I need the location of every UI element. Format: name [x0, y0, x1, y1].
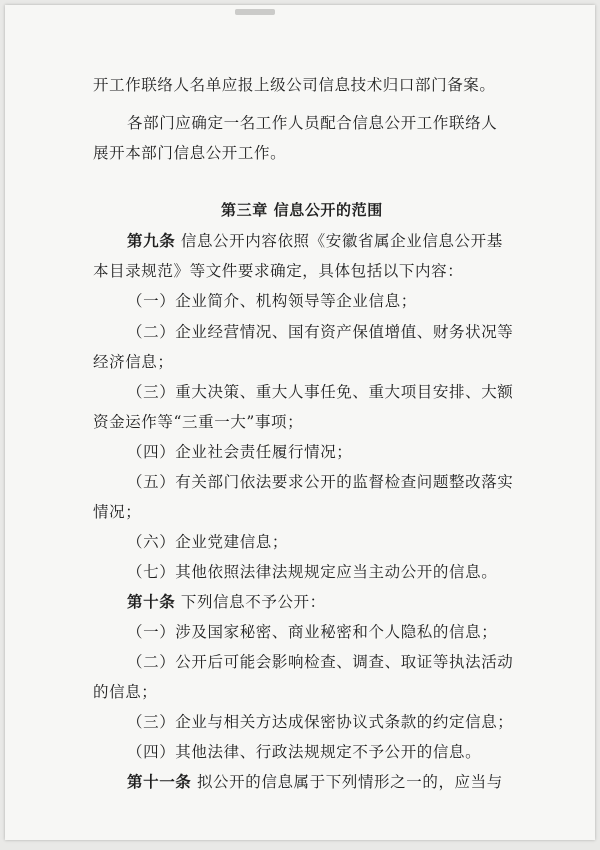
list-item: （二）公开后可能会影响检查、调查、取证等执法活动 — [127, 653, 514, 671]
list-item: （三）企业与相关方达成保密协议式条款的约定信息； — [127, 713, 514, 731]
list-item-cont: 情况； — [93, 503, 142, 521]
paragraph-line: 本目录规范》等文件要求确定，具体包括以下内容： — [93, 262, 464, 280]
article-label: 第十一条 — [127, 773, 192, 791]
paragraph-line: 各部门应确定一名工作人员配合信息公开工作联络人 — [127, 114, 498, 132]
paragraph-line: 开工作联络人名单应报上级公司信息技术归口部门备案。 — [93, 76, 496, 94]
document-page — [5, 5, 595, 840]
article-text: 信息公开内容依照《安徽省属企业信息公开基 — [180, 232, 503, 250]
chapter-title: 第三章 信息公开的范围 — [221, 201, 383, 219]
list-item: （一）企业简介、机构领导等企业信息； — [127, 292, 417, 310]
article-10-line — [127, 592, 326, 612]
list-item: （三）重大决策、重大人事任免、重大项目安排、大额 — [127, 383, 514, 401]
list-item: （七）其他依照法律法规规定应当主动公开的信息。 — [127, 563, 498, 581]
list-item: （六）企业党建信息； — [127, 533, 289, 551]
paragraph-line: 展开本部门信息公开工作。 — [93, 144, 287, 162]
list-item-cont: 的信息； — [93, 683, 158, 701]
list-item-cont: 资金运作等“三重一大”事项； — [93, 413, 304, 431]
article-text: 拟公开的信息属于下列情形之一的，应当与 — [196, 773, 503, 791]
article-11-line — [127, 772, 503, 792]
article-label: 第十条 — [127, 593, 176, 611]
list-item: （二）企业经营情况、国有资产保值增值、财务状况等 — [127, 323, 514, 341]
list-item: （一）涉及国家秘密、商业秘密和个人隐私的信息； — [127, 623, 498, 641]
article-9-line — [127, 231, 503, 251]
list-item: （四）企业社会责任履行情况； — [127, 443, 353, 461]
article-label: 第九条 — [127, 232, 176, 250]
document-body — [5, 5, 595, 840]
article-text: 下列信息不予公开： — [180, 593, 326, 611]
list-item-cont: 经济信息； — [93, 353, 174, 371]
list-item: （四）其他法律、行政法规规定不予公开的信息。 — [127, 743, 482, 761]
list-item: （五）有关部门依法要求公开的监督检查问题整改落实 — [127, 473, 514, 491]
